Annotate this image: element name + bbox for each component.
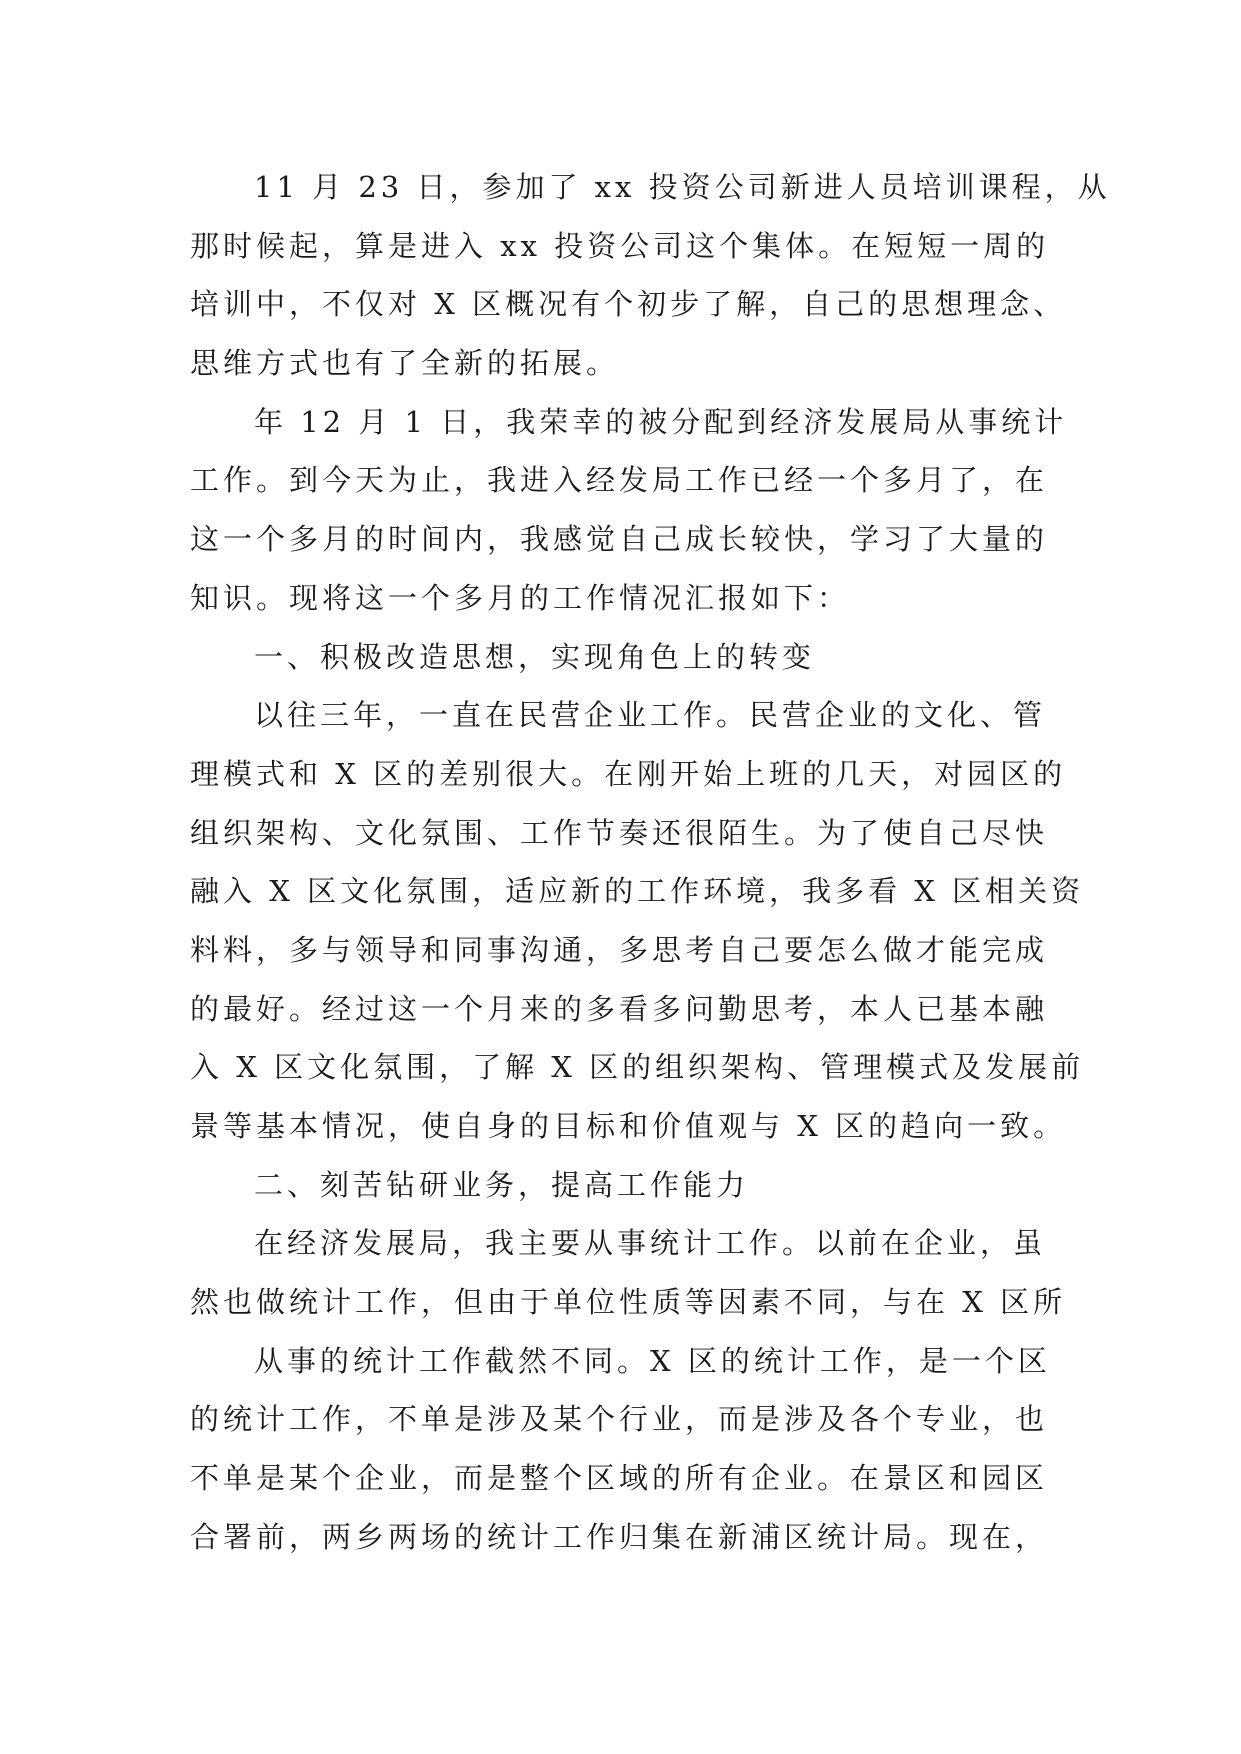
text-line: 的最好。经过这一个月来的多看多问勤思考，本人已基本融 [190, 991, 1049, 1026]
text-line: 知识。现将这一个多月的工作情况汇报如下： [190, 580, 851, 615]
section-heading: 一、积极改造思想，实现角色上的转变 [254, 639, 816, 674]
text-line: 景等基本情况，使自身的目标和价值观与 X 区的趋向一致。 [190, 1109, 1067, 1143]
text-line: 料料，多与领导和同事沟通，多思考自己要怎么做才能完成 [190, 932, 1049, 967]
text-line: 理模式和 X 区的差别很大。在刚开始上班的几天，对园区的 [190, 756, 1067, 791]
text-line: 从事的统计工作截然不同。X 区的统计工作，是一个区 [254, 1343, 1051, 1378]
text-line: 不单是某个企业，而是整个区域的所有企业。在景区和园区 [190, 1461, 1049, 1496]
text-line: 这一个多月的时间内，我感觉自己成长较快，学习了大量的 [190, 522, 1049, 557]
text-line: 那时候起，算是进入 xx 投资公司这个集体。在短短一周的 [190, 228, 1050, 263]
text-line: 思维方式也有了全新的拓展。 [190, 346, 620, 381]
section-heading: 二、刻苦钻研业务，提高工作能力 [254, 1167, 750, 1202]
text-line: 融入 X 区文化氛围，适应新的工作环境，我多看 X 区相关资 [190, 874, 1085, 909]
text-line: 在经济发展局，我主要从事统计工作。以前在企业，虽 [254, 1226, 1047, 1261]
text-line: 工作。到今天为止，我进入经发局工作已经一个多月了，在 [190, 463, 1049, 498]
document-body [190, 158, 1111, 1567]
text-line: 组织架构、文化氛围、工作节奏还很陌生。为了使自己尽快 [190, 815, 1049, 850]
text-line: 以往三年，一直在民营企业工作。民营企业的文化、管 [254, 698, 1047, 733]
text-line: 合署前，两乡两场的统计工作归集在新浦区统计局。现在， [190, 1519, 1049, 1554]
text-line: 入 X 区文化氛围，了解 X 区的组织架构、管理模式及发展前 [190, 1050, 1085, 1085]
text-line: 培训中，不仅对 X 区概况有个初步了解，自己的思想理念、 [190, 287, 1067, 322]
text-line: 的统计工作，不单是涉及某个行业，而是涉及各个专业，也 [190, 1402, 1049, 1437]
text-line: 年 12 月 1 日，我荣幸的被分配到经济发展局从事统计 [254, 404, 1068, 439]
text-line: 然也做统计工作，但由于单位性质等因素不同，与在 X 区所 [190, 1285, 1067, 1320]
text-line: 11 月 23 日，参加了 xx 投资公司新进人员培训课程，从 [254, 170, 1111, 204]
